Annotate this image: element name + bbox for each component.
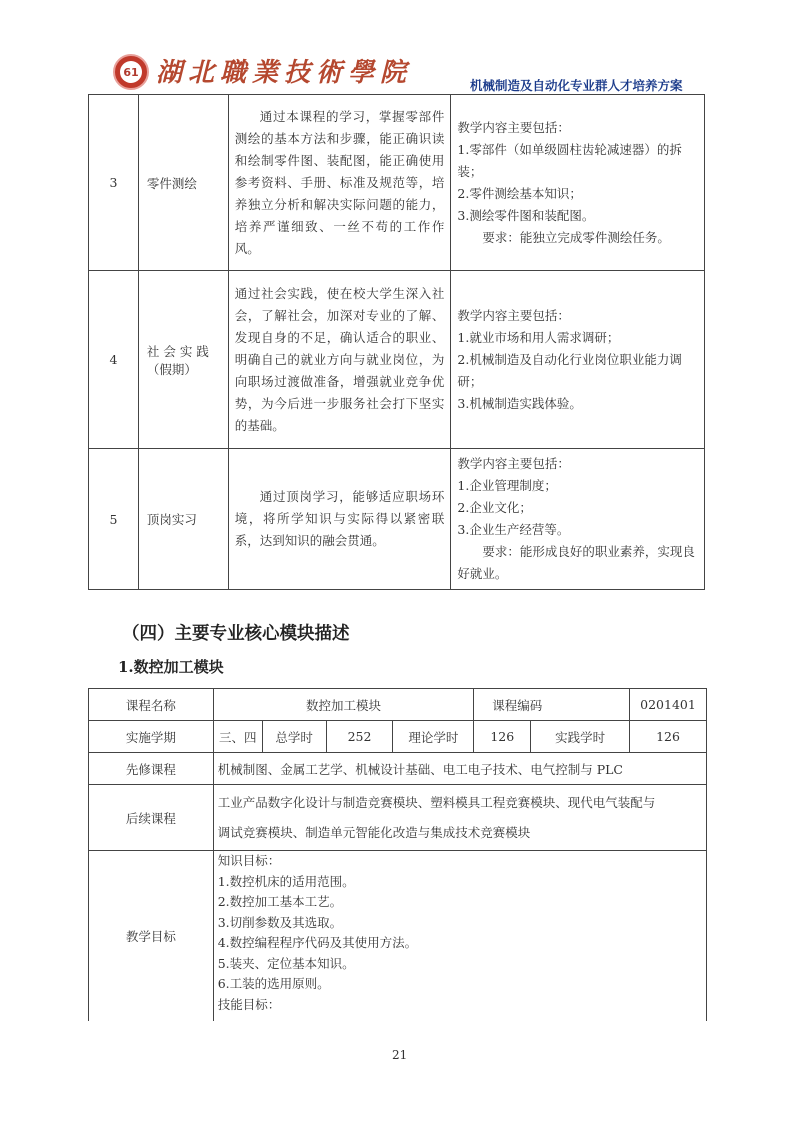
total-hours-label: 总学时: [262, 721, 326, 753]
content-line: 1.企业管理制度；: [457, 478, 557, 493]
row-number: 5: [89, 449, 139, 590]
table-row: [89, 449, 705, 590]
goals-value: [213, 851, 706, 1021]
module-table: [88, 688, 707, 1021]
course-name-label: 课程名称: [89, 689, 214, 721]
follow-line: 调试竞赛模块、制造单元智能化改造与集成技术竞赛模块: [217, 824, 531, 840]
course-name-value: 数控加工模块: [213, 689, 474, 721]
content-line: 3.测绘零件图和装配图。: [457, 207, 595, 223]
table-row: [89, 689, 707, 721]
goal-line: 6.工装的选用原则。: [217, 976, 330, 991]
course-content: [451, 95, 705, 271]
page-number: 21: [392, 1048, 408, 1062]
content-line: 2.零件测绘基本知识；: [457, 185, 582, 201]
goal-line: 4.数控编程程序代码及其使用方法。: [217, 935, 418, 950]
course-name: [138, 271, 228, 449]
course-table: [88, 94, 705, 590]
semester-label: 实施学期: [89, 721, 214, 753]
practice-hours-label: 实践学时: [531, 721, 630, 753]
content-line: 3.企业生产经营等。: [457, 522, 570, 537]
table-row: [89, 721, 707, 753]
logo-emblem: 61: [120, 61, 142, 83]
course-name-line: （假期）: [146, 361, 197, 377]
requirement: 要求：能独立完成零件测绘任务。: [482, 229, 670, 245]
content-line: 2.企业文化；: [457, 500, 532, 515]
follow-line: 工业产品数字化设计与制造竞赛模块、塑料模具工程竞赛模块、现代电气装配与: [217, 794, 656, 810]
school-logo-icon: [113, 54, 149, 90]
theory-hours-label: 理论学时: [393, 721, 474, 753]
follow-value: [213, 785, 706, 851]
goal-line: 5.装夹、定位基本知识。: [217, 955, 355, 971]
course-name: 零件测绘: [138, 95, 228, 271]
goals-label: 教学目标: [89, 851, 214, 1021]
practice-hours-value: 126: [630, 721, 707, 753]
goal-line: 1.数控机床的适用范围。: [217, 873, 355, 889]
semester-value: 三、四: [213, 721, 262, 753]
prereq-label: 先修课程: [89, 753, 214, 785]
content-line: 教学内容主要包括：: [457, 307, 570, 323]
course-content: [451, 449, 705, 590]
table-row: [89, 95, 705, 271]
prereq-value: 机械制图、金属工艺学、机械设计基础、电工电子技术、电气控制与 PLC: [213, 753, 706, 785]
goal-line: 技能目标：: [217, 996, 281, 1012]
section-subheading: 1.数控加工模块: [118, 658, 224, 676]
content-line: 3.机械制造实践体验。: [457, 395, 582, 411]
content-line: 2.机械制造及自动化行业岗位职业能力调研；: [457, 351, 682, 389]
goal-line: 2.数控加工基本工艺。: [217, 894, 343, 909]
content-line: 教学内容主要包括：: [457, 456, 570, 471]
course-code-label: 课程编码: [474, 689, 630, 721]
row-number: 4: [89, 271, 139, 449]
follow-label: 后续课程: [89, 785, 214, 851]
course-description: 通过顶岗学习，能够适应职场环境，将所学知识与实际得以紧密联系，达到知识的融会贯通。: [228, 449, 451, 590]
table-row: [89, 271, 705, 449]
goal-line: 3.切削参数及其选取。: [217, 914, 343, 930]
plan-title: 机械制造及自动化专业群人才培养方案: [470, 78, 683, 93]
content-line: 1.零部件（如单级圆柱齿轮减速器）的拆装；: [457, 141, 682, 179]
course-content: [451, 271, 705, 449]
content-line: 1.就业市场和用人需求调研；: [457, 329, 620, 345]
table-row: [89, 753, 707, 785]
school-name: 湖北職業技術學院: [156, 58, 413, 88]
row-number: 3: [89, 95, 139, 271]
course-name-line: 社 会 实 践: [146, 343, 209, 359]
table-row: [89, 785, 707, 851]
table-row: [89, 851, 707, 1021]
course-code-value: 0201401: [630, 689, 707, 721]
theory-hours-value: 126: [474, 721, 531, 753]
requirement: 要求：能形成良好的职业素养，实现良好就业。: [457, 544, 695, 581]
page-header: [0, 0, 794, 92]
course-description: 通过社会实践，使在校大学生深入社会，了解社会，加深对专业的了解、发现自身的不足，确认适合的职业、明确自己的就业方向与就业岗位，为向职场过渡做准备，增强就业竞争优势，为今后进一步服务社会打下坚实的基础。: [228, 271, 451, 449]
course-name: 顶岗实习: [138, 449, 228, 590]
goal-line: 知识目标：: [217, 853, 281, 868]
section-heading: （四）主要专业核心模块描述: [122, 624, 350, 644]
total-hours-value: 252: [326, 721, 393, 753]
content-line: 教学内容主要包括：: [457, 119, 570, 135]
course-description: 通过本课程的学习，掌握零部件测绘的基本方法和步骤，能正确识读和绘制零件图、装配图，能正确使用参考资料、手册、标准及规范等，培养独立分析和解决实际问题的能力，培养严谨细致、一丝不苟的工作作风。: [228, 95, 451, 271]
